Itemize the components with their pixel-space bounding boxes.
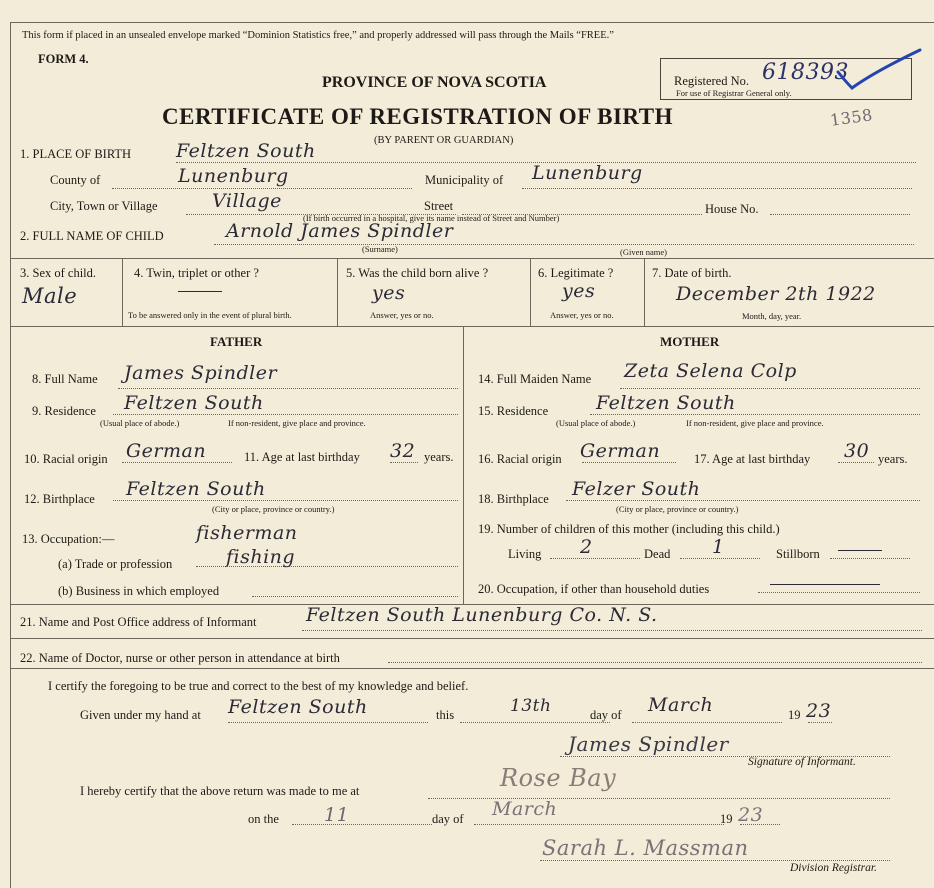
mother-age-value: 30 [844,440,870,462]
legit-note: Answer, yes or no. [550,310,614,320]
living-value: 2 [580,536,593,558]
given-day: 13th [510,696,552,716]
mother-residence-value: Feltzen South [596,392,736,414]
municipality-value: Lunenburg [532,162,643,184]
stillborn-label: Stillborn [776,547,820,561]
mother-heading: MOTHER [660,334,720,349]
mother-racial-label: 16. Racial origin [478,452,562,466]
child-name-value: Arnold James Spindler [226,220,454,242]
mother-birthplace-value: Felzer South [572,478,701,500]
certificate-title: CERTIFICATE OF REGISTRATION OF BIRTH [162,104,673,129]
legit-label: 6. Legitimate ? [538,266,614,280]
mother-years: years. [878,452,908,466]
place-value: Feltzen South [176,140,316,162]
father-name-value: James Spindler [124,362,278,384]
certify-text: I certify the foregoing to be true and correct to the best of my knowledge and belief. [48,679,469,693]
mother-occupation-label: 20. Occupation, if other than household duties [478,582,710,596]
dob-label: 7. Date of birth. [652,266,732,280]
father-age-value: 32 [390,440,416,462]
county-value: Lunenburg [178,165,289,187]
given-place: Feltzen South [228,696,368,718]
alive-value: yes [372,282,406,304]
father-birthplace-label: 12. Birthplace [24,492,95,506]
living-label: Living [508,547,542,561]
father-trade-label: (a) Trade or profession [58,557,173,571]
mother-name-label: 14. Full Maiden Name [478,372,592,386]
house-label: House No. [705,202,759,216]
mother-residence-label: 15. Residence [478,404,549,418]
registered-number: 618393 [762,60,849,85]
twin-note: To be answered only in the event of plural birth. [128,310,292,320]
sex-label: 3. Sex of child. [20,266,97,280]
father-business-label: (b) Business in which employed [58,584,220,598]
father-name-label: 8. Full Name [32,372,98,386]
father-residence-label: 9. Residence [32,404,96,418]
mother-age-label: 17. Age at last birthday [694,452,811,466]
informant-sig-label: Signature of Informant. [748,756,856,768]
street-label: Street [424,199,454,213]
father-racial-value: German [126,440,207,462]
registered-label: Registered No. [674,74,749,88]
father-occupation-value: fisherman [196,522,298,544]
mother-abode-note: (Usual place of abode.) [556,418,636,428]
on-the-label: on the [248,812,279,826]
father-years: years. [424,450,454,464]
stillborn-dash [838,550,882,551]
father-abode-note: (Usual place of abode.) [100,418,180,428]
return-text: I hereby certify that the above return was made to me at [80,784,360,798]
return-year: 23 [738,804,764,826]
this-label: this [436,708,455,722]
stamp-number: 1358 [828,105,874,130]
legit-value: yes [562,280,596,302]
given-month: March [648,694,714,716]
twin-label: 4. Twin, triplet or other ? [134,266,259,280]
mother-nonres-note: If non-resident, give place and province. [686,418,824,428]
father-birthplace-value: Feltzen South [126,478,266,500]
informant-label: 21. Name and Post Office address of Informant [20,615,257,629]
father-trade-value: fishing [226,546,296,568]
father-nonres-note: If non-resident, give place and province. [228,418,366,428]
registrar-signature: Sarah L. Massman [542,836,749,860]
city-label: City, Town or Village [50,199,158,213]
check-mark-icon [834,44,924,94]
city-value: Village [212,190,282,212]
given-note: (Given name) [620,247,667,257]
certificate-subtitle: (BY PARENT OR GUARDIAN) [374,135,514,146]
return-day-of-label: day of [432,812,464,826]
alive-note: Answer, yes or no. [370,310,434,320]
mother-occupation-dash [770,584,880,585]
informant-signature: James Spindler [568,732,729,756]
registrar-label: Division Registrar. [790,862,877,874]
mother-bp-note: (City or place, province or country.) [616,504,739,514]
father-heading: FATHER [210,334,263,349]
dead-label: Dead [644,547,671,561]
father-bp-note: (City or place, province or country.) [212,504,335,514]
dob-value: December 2th 1922 [676,283,876,305]
surname-note: (Surname) [362,244,398,254]
return-day: 11 [324,804,350,826]
alive-label: 5. Was the child born alive ? [346,266,489,280]
county-label: County of [50,173,101,187]
doctor-label: 22. Name of Doctor, nurse or other person in attendance at birth [20,651,340,665]
mail-notice: This form if placed in an unsealed envelope marked “Dominion Statistics free,” and properly addressed will pass through the Mails “FREE.” [22,30,614,41]
father-age-label: 11. Age at last birthday [244,450,360,464]
return-year-prefix: 19 [720,812,733,826]
informant-value: Feltzen South Lunenburg Co. N. S. [306,604,658,626]
sex-value: Male [22,284,78,308]
return-month: March [492,798,558,820]
father-residence-value: Feltzen South [124,392,264,414]
mother-racial-value: German [580,440,661,462]
given-year: 23 [806,700,832,722]
return-place: Rose Bay [500,764,617,792]
given-label: Given under my hand at [80,708,201,722]
father-racial-label: 10. Racial origin [24,452,108,466]
registrar-note: For use of Registrar General only. [676,88,792,98]
mother-children-label: 19. Number of children of this mother (including this child.) [478,522,780,536]
year-prefix: 19 [788,708,801,722]
twin-dash [178,291,222,292]
form-number: FORM 4. [38,52,89,66]
province-heading: PROVINCE OF NOVA SCOTIA [322,74,547,91]
place-label: 1. PLACE OF BIRTH [20,147,132,161]
municipality-label: Municipality of [425,173,504,187]
dob-note: Month, day, year. [742,311,802,321]
mother-name-value: Zeta Selena Colp [624,360,797,382]
day-of-label: day of [590,708,622,722]
hospital-note: (If birth occurred in a hospital, give its name instead of Street and Number) [303,213,560,223]
child-name-label: 2. FULL NAME OF CHILD [20,229,164,243]
father-occupation-label: 13. Occupation:— [22,532,115,546]
mother-birthplace-label: 18. Birthplace [478,492,549,506]
dead-value: 1 [712,536,725,558]
